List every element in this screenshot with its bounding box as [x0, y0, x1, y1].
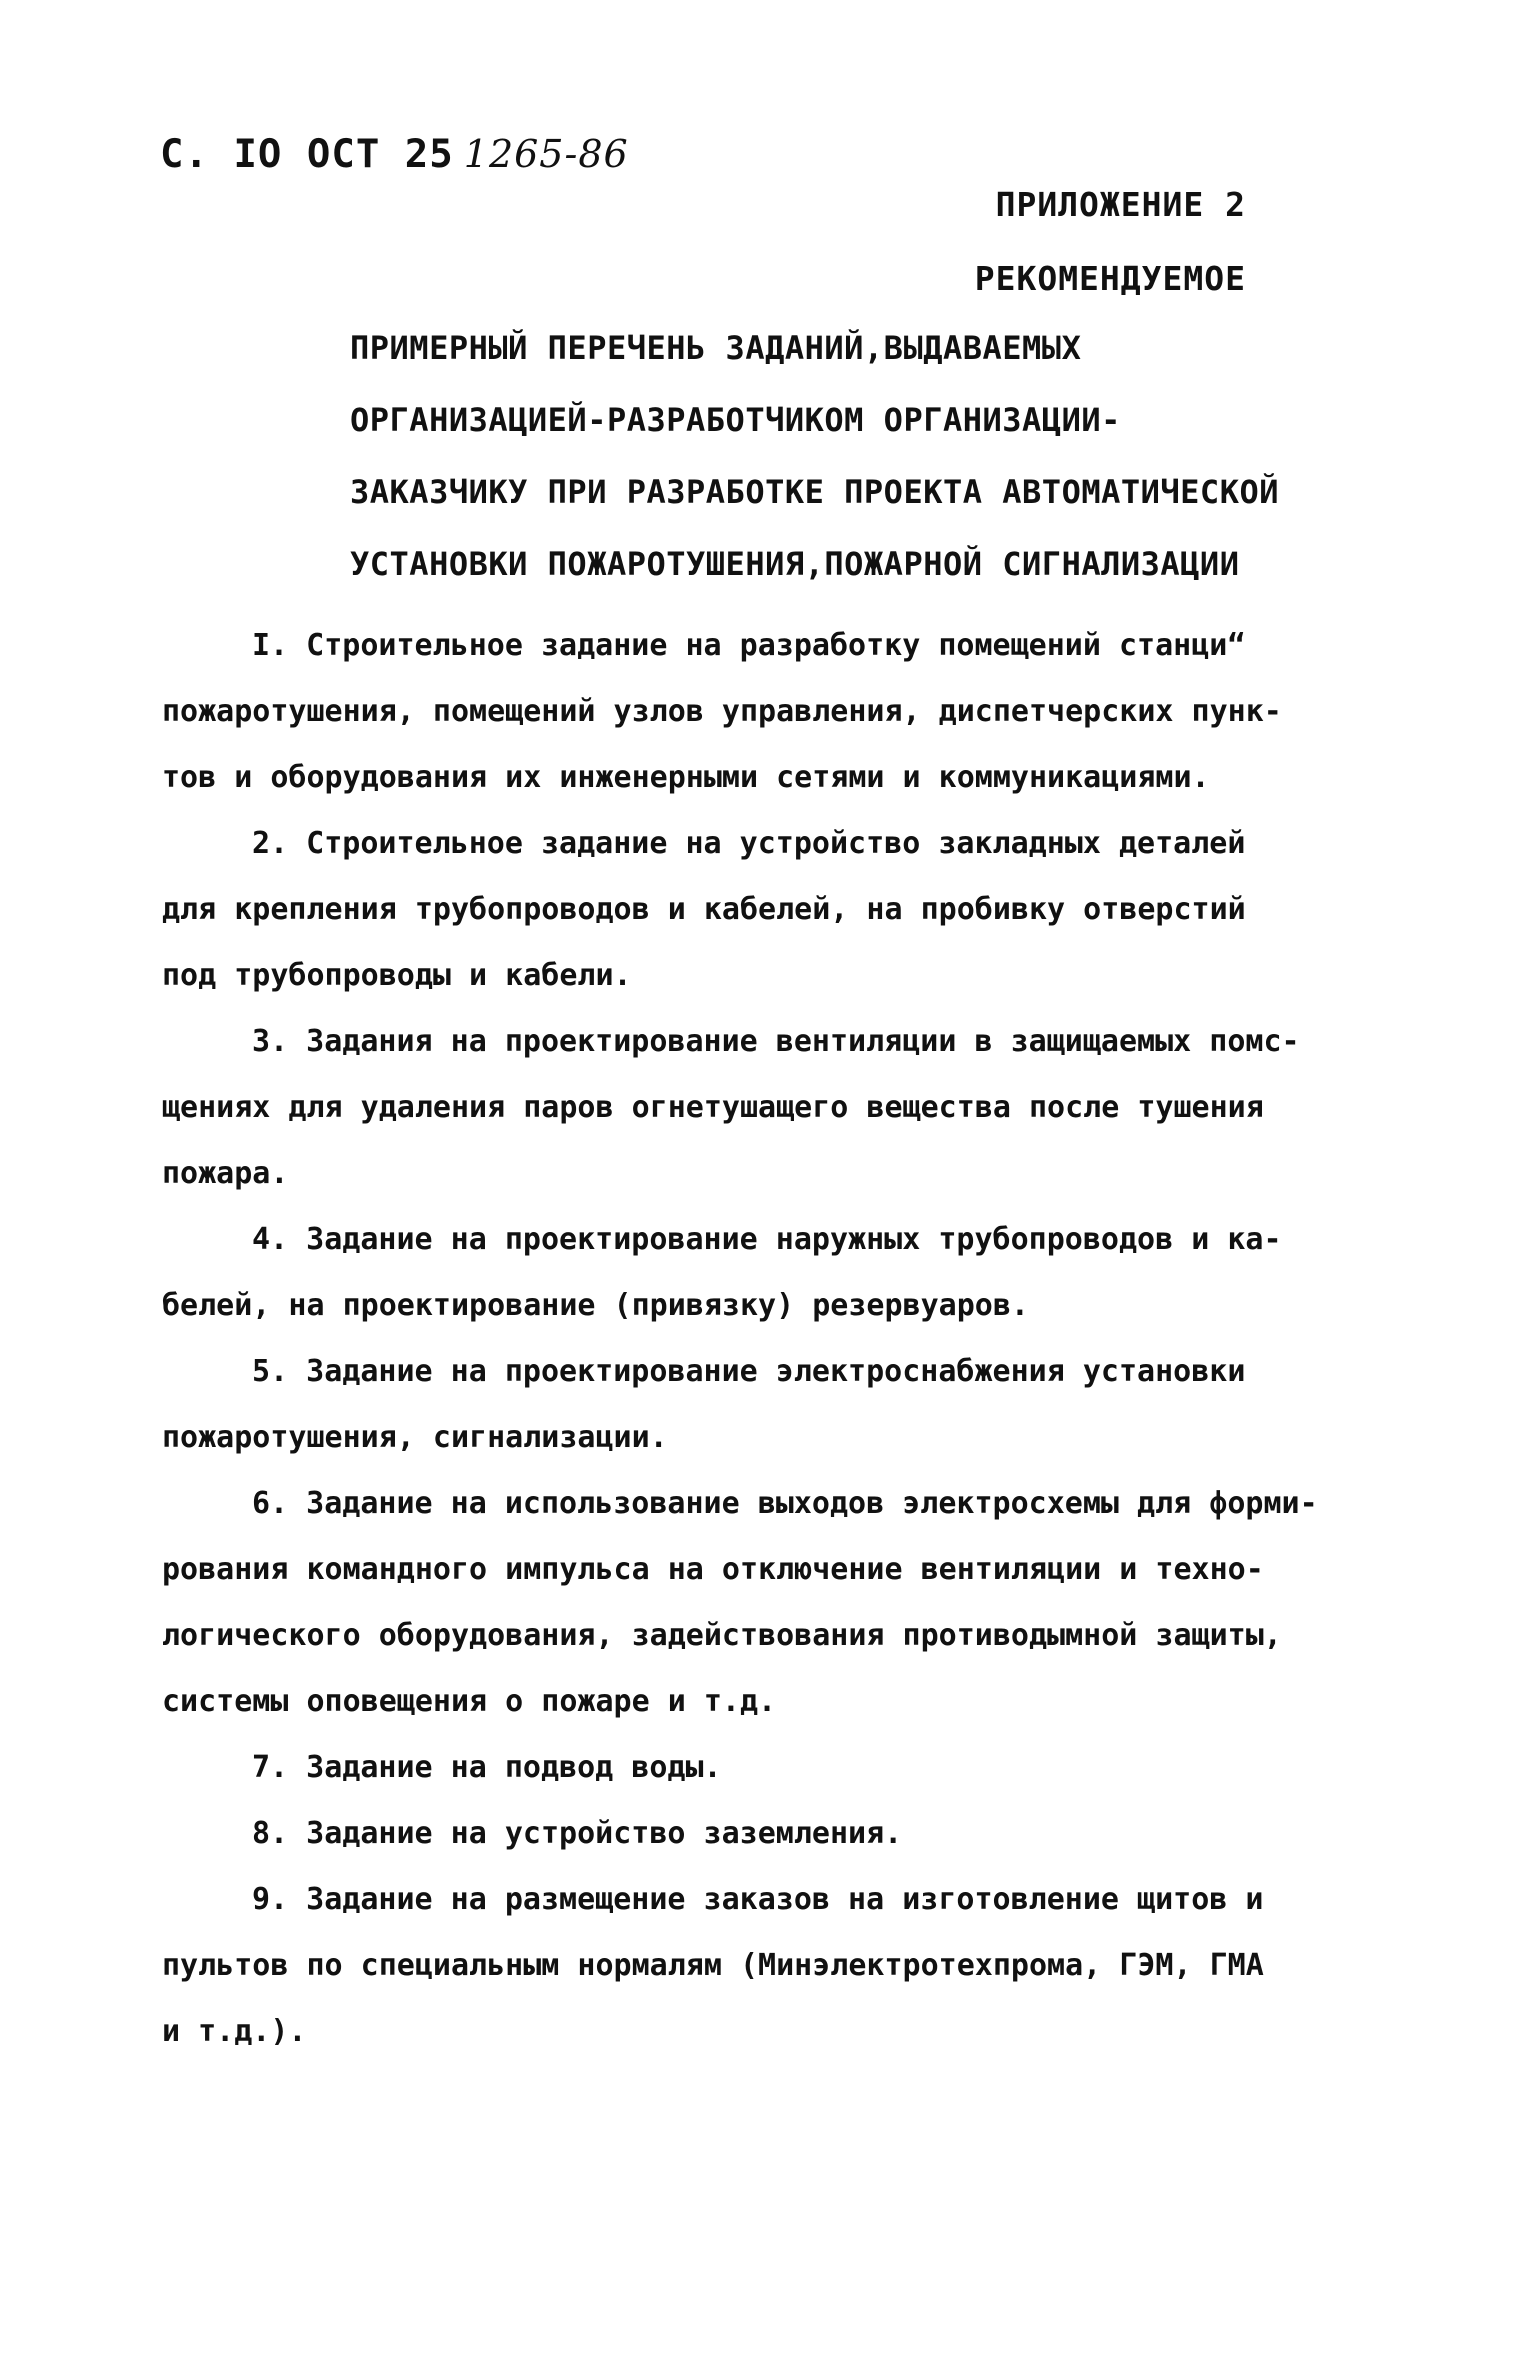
item-line: 7. Задание на подвод воды.	[252, 1750, 722, 1785]
page-header-code	[160, 132, 629, 177]
item-line: и т.д.).	[162, 2014, 307, 2049]
item-line: I. Строительное задание на разработку помещений станци“	[252, 628, 1246, 663]
title-line: ОРГАНИЗАЦИЕЙ-РАЗРАБОТЧИКОМ ОРГАНИЗАЦИИ-	[350, 401, 1121, 439]
item-line: белей, на проектирование (привязку) резервуаров.	[162, 1288, 1029, 1323]
task-list	[162, 613, 1342, 2065]
list-item	[162, 613, 1342, 811]
item-line: пожаротушения, сигнализации.	[162, 1420, 668, 1455]
list-item	[162, 1009, 1342, 1207]
item-line: 2. Строительное задание на устройство закладных деталей	[252, 826, 1246, 861]
title-line: ПРИМЕРНЫЙ ПЕРЕЧЕНЬ ЗАДАНИЙ,ВЫДАВАЕМЫХ	[350, 329, 1082, 367]
appendix-status: РЕКОМЕНДУЕМОЕ	[974, 259, 1246, 298]
title-line: УСТАНОВКИ ПОЖАРОТУШЕНИЯ,ПОЖАРНОЙ СИГНАЛИЗАЦИИ	[350, 545, 1240, 583]
title-line: ЗАКАЗЧИКУ ПРИ РАЗРАБОТКЕ ПРОЕКТА АВТОМАТИЧЕСКОЙ	[350, 473, 1279, 511]
item-line: системы оповещения о пожаре и т.д.	[162, 1684, 777, 1719]
standard-code: С. IO ОСТ 25	[160, 132, 454, 177]
item-line: пожара.	[162, 1156, 289, 1191]
list-item	[162, 1471, 1342, 1735]
item-line: логического оборудования, задействования противодымной защиты,	[162, 1618, 1282, 1653]
list-item	[162, 1207, 1342, 1339]
item-line: щениях для удаления паров огнетушащего вещества после тушения	[162, 1090, 1264, 1125]
item-line: под трубопроводы и кабели.	[162, 958, 632, 993]
document-title	[350, 312, 1280, 600]
item-line: 5. Задание на проектирование электроснабжения установки	[252, 1354, 1246, 1389]
item-line: пожаротушения, помещений узлов управления, диспетчерских пунк-	[162, 694, 1282, 729]
item-line: 4. Задание на проектирование наружных трубопроводов и ка-	[252, 1222, 1282, 1257]
item-line: 8. Задание на устройство заземления.	[252, 1816, 903, 1851]
handwritten-number: 1265-86	[463, 132, 629, 176]
list-item	[162, 1339, 1342, 1471]
appendix-label: ПРИЛОЖЕНИЕ 2	[995, 185, 1246, 224]
item-line: 3. Задания на проектирование вентиляции в защищаемых помс-	[252, 1024, 1300, 1059]
list-item	[162, 811, 1342, 1009]
appendix-block	[975, 168, 1246, 316]
item-line: пультов по специальным нормалям (Минэлектротехпрома, ГЭМ, ГМА	[162, 1948, 1264, 1983]
item-line: 6. Задание на использование выходов электросхемы для форми-	[252, 1486, 1318, 1521]
list-item	[162, 1735, 1342, 1801]
list-item	[162, 1801, 1342, 1867]
item-line: 9. Задание на размещение заказов на изготовление щитов и	[252, 1882, 1264, 1917]
item-line: тов и оборудования их инженерными сетями и коммуникациями.	[162, 760, 1210, 795]
item-line: рования командного импульса на отключение вентиляции и техно-	[162, 1552, 1264, 1587]
list-item	[162, 1867, 1342, 2065]
item-line: для крепления трубопроводов и кабелей, на пробивку отверстий	[162, 892, 1246, 927]
